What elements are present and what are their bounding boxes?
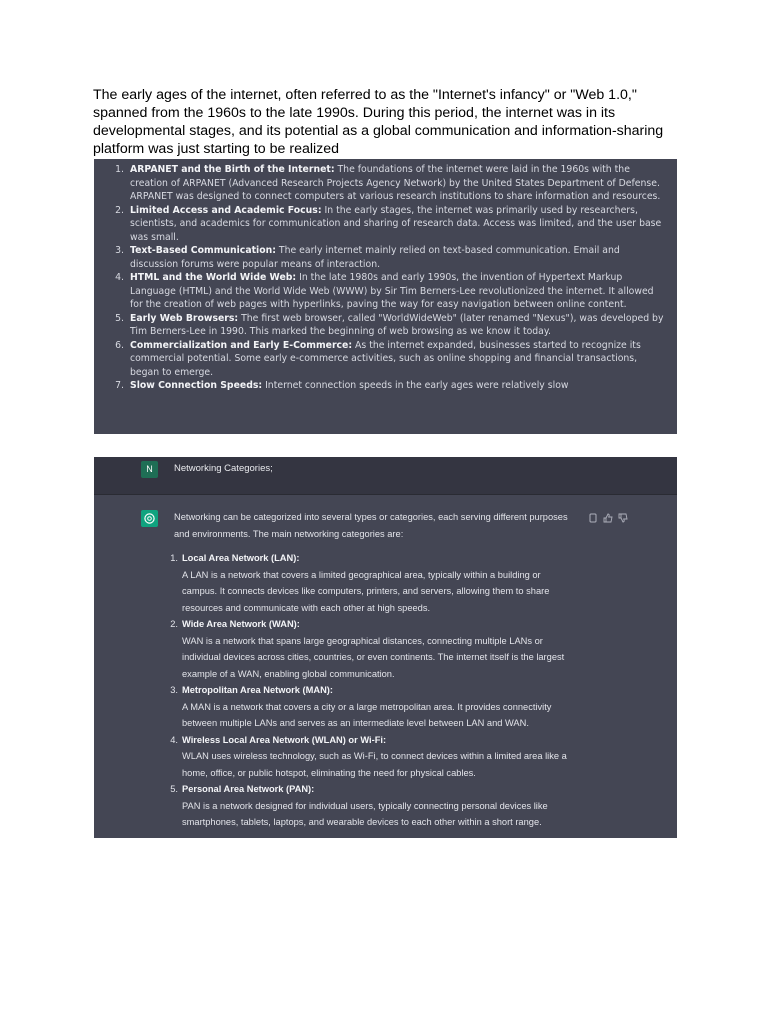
list-item (104, 163, 669, 204)
list-number: 3. (170, 685, 178, 695)
list-item-title: Limited Access and Academic Focus: (130, 204, 322, 216)
list-item-text: WLAN uses wireless technology, such as Wi-Fi, to connect devices within a limited area like a home, office, or public hotspot, eliminating the need for physical cables. (182, 751, 567, 778)
list-item-text: PAN is a network designed for individual users, typically connecting personal devices like smartphones, tablets, laptops, and wearable devices to each other within a short range. (182, 800, 548, 827)
list-item-title: Wireless Local Area Network (WLAN) or Wi-Fi: (182, 734, 387, 745)
list-number: 1. (170, 553, 178, 563)
list-number: 2. (170, 619, 178, 629)
list-item-text: In the early stages, the internet was primarily used by researchers, scientists, and academics for communication and sharing of research data. Access was limited, and the user base was small. (130, 204, 662, 243)
list-item (170, 732, 574, 782)
list-item-title: Wide Area Network (WAN): (182, 619, 300, 629)
list-number: 5. (170, 784, 178, 794)
list-item (104, 204, 669, 245)
list-item (170, 616, 574, 682)
list-item (170, 781, 574, 831)
user-message-row (94, 457, 677, 495)
screenshot-internet-history (94, 159, 677, 434)
copy-icon[interactable] (588, 510, 598, 520)
list-item-text: The foundations of the internet were laid in the 1960s with the creation of ARPANET (Advanced Research Projects Agency Network) by the United States Department of Defense. ARPANET was designed to connect computers at various research institutions to share information and resources. (130, 164, 661, 202)
list-item-title: Early Web Browsers: (130, 312, 239, 324)
list-item-text: WAN is a network that spans large geographical distances, connecting multiple LANs or individual devices across cities, countries, or even continents. The internet itself is the largest example of a WAN, enabling global communication. (182, 635, 565, 679)
list-item-text: A LAN is a network that covers a limited geographical area, typically within a building or campus. It connects devices like computers, printers, and servers, allowing them to share resources and communicate with each other at high speeds. (182, 569, 550, 613)
list-item-title: Metropolitan Area Network (MAN): (182, 685, 333, 695)
list-item (104, 379, 669, 393)
assistant-avatar-icon (141, 510, 158, 527)
list-number: 7. (115, 380, 124, 391)
thumbs-down-icon[interactable] (618, 510, 628, 520)
user-avatar: N (141, 461, 158, 478)
list-item-text: In the late 1980s and early 1990s, the invention of Hypertext Markup Language (HTML) and the World Wide Web (WWW) by Sir Tim Berners-Lee revolutionized the internet. It allowed for the creation of web pages with hyperlinks, paving the way for easy navigation between online content. (130, 272, 654, 310)
list-item (104, 339, 669, 380)
list-item-title: Local Area Network (LAN): (182, 553, 300, 563)
assistant-message-row (94, 494, 677, 838)
list-item (170, 682, 574, 732)
list-item-text: A MAN is a network that covers a city or a large metropolitan area. It provides connectivity between multiple LANs and serves as an intermediate level between LAN and WAN. (182, 701, 552, 728)
list-number: 2. (115, 204, 124, 216)
list-item-title: HTML and the World Wide Web: (130, 272, 297, 283)
list-item (104, 244, 669, 271)
list-item-text: Internet connection speeds in the early ages were relatively slow (262, 380, 569, 391)
message-actions (588, 510, 628, 520)
intro-paragraph: The early ages of the internet, often referred to as the "Internet's infancy" or "Web 1.0," spanned from the 1960s to the late 1990s. During this period, the internet was in its developmental stages, and its potential as a global communication and information-sharing platform was just starting to be realized (93, 87, 664, 157)
list-item-text: The first web browser, called "WorldWideWeb" (later renamed "Nexus"), was developed by Tim Berners-Lee in 1990. This marked the beginning of web browsing as we know it today. (130, 312, 664, 337)
list-number: 3. (115, 245, 124, 256)
list-item-text: The early internet mainly relied on text-based communication. Email and discussion forums were popular means of interaction. (130, 245, 620, 270)
list-item-title: Slow Connection Speeds: (130, 380, 263, 391)
user-message: Networking Categories; (174, 463, 273, 474)
assistant-intro: Networking can be categorized into several types or categories, each serving different purposes and environments. The main networking categories are: (174, 512, 568, 539)
list-number: 1. (115, 164, 124, 175)
list-item-text: As the internet expanded, businesses started to recognize its commercial potential. Some early e-commerce activities, such as online shopping and financial transactions, began to emerge. (130, 339, 641, 378)
list-item (170, 550, 574, 616)
list-item (104, 312, 669, 339)
list-number: 6. (115, 339, 124, 351)
list-item (104, 271, 669, 312)
history-list (104, 163, 669, 393)
list-number: 5. (115, 312, 124, 324)
list-number: 4. (170, 734, 178, 745)
screenshot-networking-chat (94, 457, 677, 838)
list-item-title: Text-Based Communication: (130, 245, 276, 256)
list-item-title: ARPANET and the Birth of the Internet: (130, 164, 335, 175)
thumbs-up-icon[interactable] (603, 510, 613, 520)
category-list (170, 550, 574, 831)
list-item-title: Personal Area Network (PAN): (182, 784, 315, 794)
list-item-title: Commercialization and Early E-Commerce: (130, 339, 353, 351)
assistant-answer (170, 509, 574, 831)
list-number: 4. (115, 272, 124, 283)
